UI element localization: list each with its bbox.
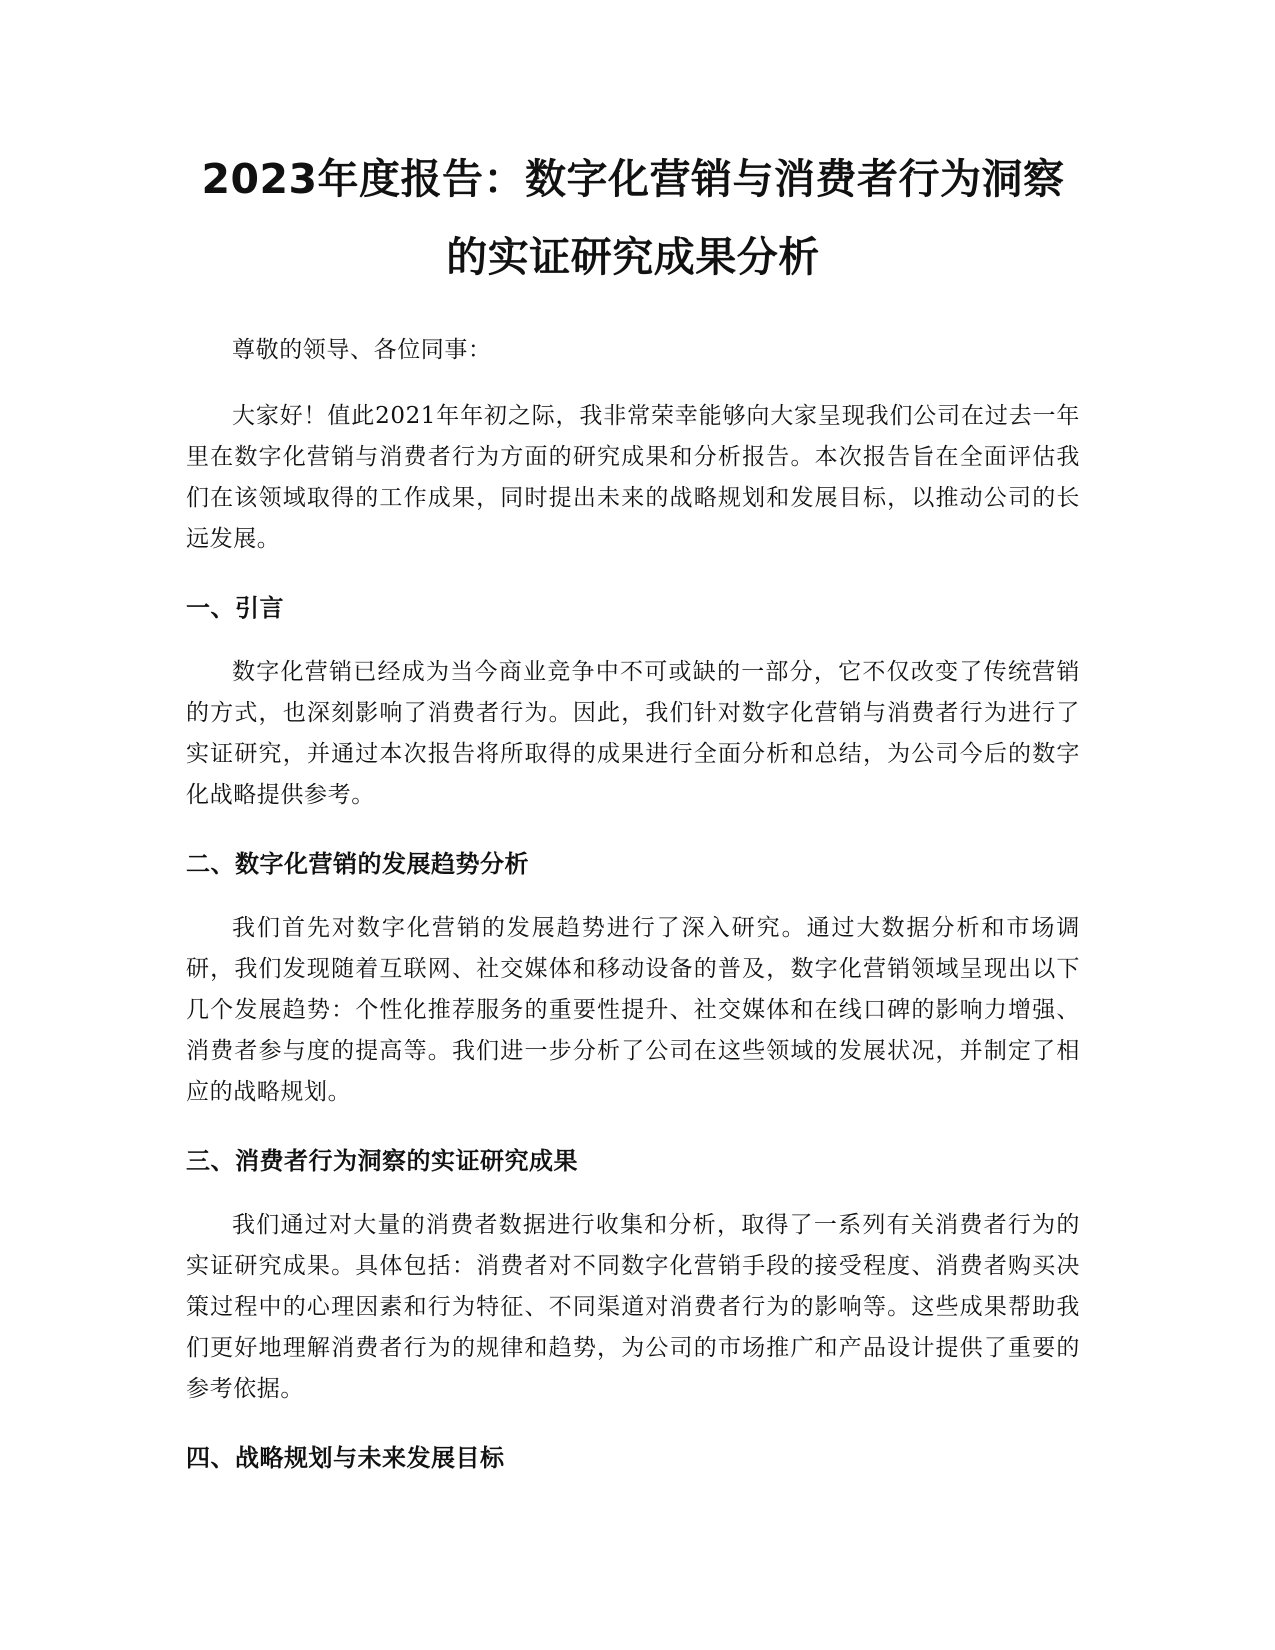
document-title: 2023年度报告：数字化营销与消费者行为洞察的实证研究成果分析 [201,155,1065,281]
intro-paragraph: 大家好！值此2021年年初之际，我非常荣幸能够向大家呈现我们公司在过去一年里在数字化营销与消费者行为方面的研究成果和分析报告。本次报告旨在全面评估我们在该领域取得的工作成果，同时提出未来的战略规划和发展目标，以推动公司的长远发展。 [186,403,1080,552]
section-heading-strategy: 四、战略规划与未来发展目标 [186,1444,505,1472]
section-heading-trend-analysis: 二、数字化营销的发展趋势分析 [186,850,529,878]
section-body-consumer-insights: 我们通过对大量的消费者数据进行收集和分析，取得了一系列有关消费者行为的实证研究成果。具体包括：消费者对不同数字化营销手段的接受程度、消费者购买决策过程中的心理因素和行为特征、不同渠道对消费者行为的影响等。这些成果帮助我们更好地理解消费者行为的规律和趋势，为公司的市场推广和产品设计提供了重要的参考依据。 [186,1212,1080,1402]
section-body-trend-analysis: 我们首先对数字化营销的发展趋势进行了深入研究。通过大数据分析和市场调研，我们发现随着互联网、社交媒体和移动设备的普及，数字化营销领域呈现出以下几个发展趋势：个性化推荐服务的重要性提升、社交媒体和在线口碑的影响力增强、消费者参与度的提高等。我们进一步分析了公司在这些领域的发展状况，并制定了相应的战略规划。 [186,915,1080,1105]
section-heading-introduction: 一、引言 [186,594,284,622]
section-body-introduction: 数字化营销已经成为当今商业竞争中不可或缺的一部分，它不仅改变了传统营销的方式，也深刻影响了消费者行为。因此，我们针对数字化营销与消费者行为进行了实证研究，并通过本次报告将所取得的成果进行全面分析和总结，为公司今后的数字化战略提供参考。 [186,659,1080,808]
salutation: 尊敬的领导、各位同事： [232,337,492,363]
document-page [186,0,1080,1502]
section-heading-consumer-insights: 三、消费者行为洞察的实证研究成果 [186,1147,578,1175]
